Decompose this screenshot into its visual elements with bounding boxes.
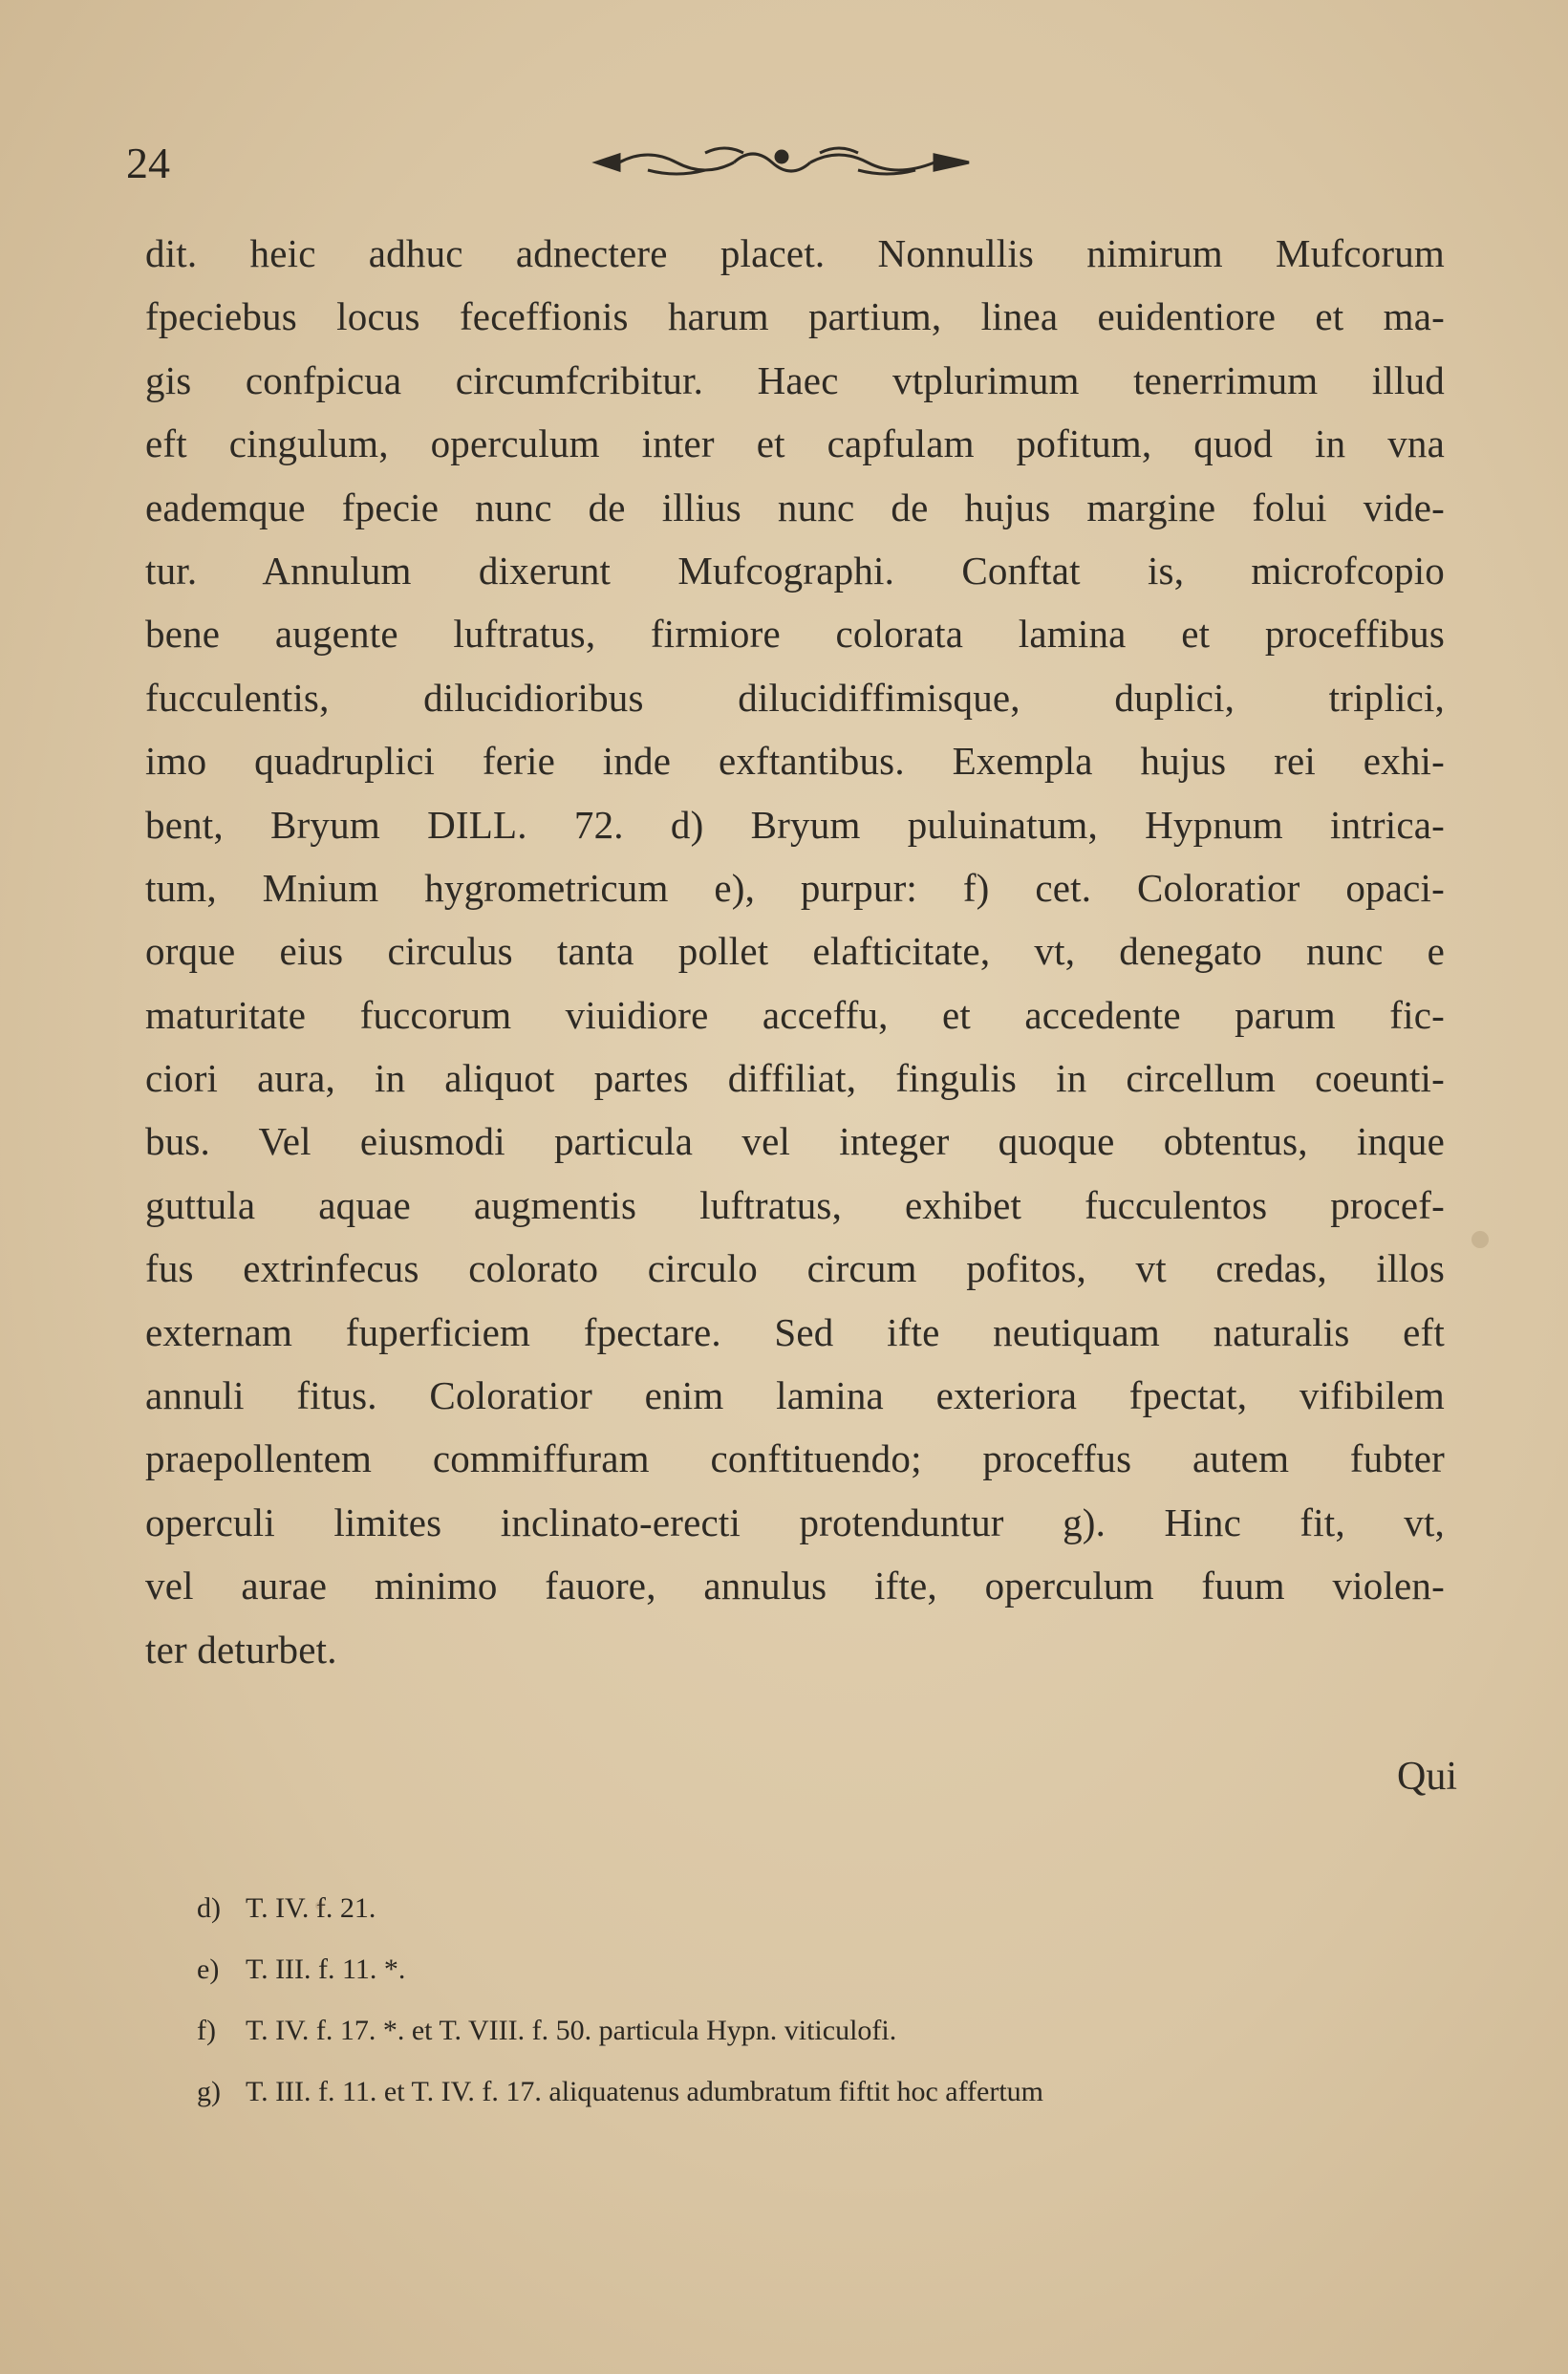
text-line: ter deturbet. <box>145 1627 337 1672</box>
text-line: eft cingulum, operculum inter et capfulam pofitum, quod in vna <box>145 421 1445 466</box>
text-line: operculi limites inclinato-erecti protenduntur g). Hinc fit, vt, <box>145 1500 1445 1544</box>
main-text <box>145 222 1445 1681</box>
footnote-text: T. IV. f. 21. <box>245 1892 376 1924</box>
text-line: dit. heic adhuc adnectere placet. Nonnullis nimirum Mufcorum <box>145 231 1445 275</box>
footnote-text: T. III. f. 11. et T. IV. f. 17. aliquatenus adumbratum fiftit hoc affertum <box>245 2076 1044 2107</box>
text-line: externam fuperficiem fpectare. Sed ifte neutiquam naturalis eft <box>145 1309 1445 1354</box>
catchword: Qui <box>1397 1755 1457 1799</box>
text-line: eademque fpecie nunc de illius nunc de hujus margine folui vide- <box>145 485 1445 529</box>
text-line: bus. Vel eiusmodi particula vel integer quoque obtentus, inque <box>145 1119 1445 1164</box>
text-line: fus extrinfecus colorato circulo circum pofitos, vt credas, illos <box>145 1246 1445 1291</box>
text-line: fucculentis, dilucidioribus dilucidiffimisque, duplici, triplici, <box>145 675 1445 720</box>
text-line: imo quadruplici ferie inde exftantibus. Exempla hujus rei exhi- <box>145 739 1445 784</box>
text-line: tum, Mnium hygrometricum e), purpur: f) cet. Coloratior opaci- <box>145 865 1445 910</box>
text-line: bent, Bryum DILL. 72. d) Bryum puluinatum, Hypnum intrica- <box>145 802 1445 847</box>
footnote-marker: d) <box>197 1892 221 1924</box>
footnote <box>197 1939 1401 2000</box>
paper-stain <box>315 1902 323 1910</box>
footnote-text: T. IV. f. 17. *. et T. VIII. f. 50. particula Hypn. viticulofi. <box>245 2015 897 2046</box>
page-number: 24 <box>126 139 170 187</box>
footnotes <box>197 1878 1401 2123</box>
footnote-marker: e) <box>197 1953 220 1985</box>
ornament-divider-icon <box>591 143 975 182</box>
footnote <box>197 2061 1401 2123</box>
text-line: vel aurae minimo fauore, annulus ifte, operculum fuum violen- <box>145 1564 1445 1608</box>
text-line: guttula aquae augmentis luftratus, exhibet fucculentos procef- <box>145 1182 1445 1227</box>
text-line: annuli fitus. Coloratior enim lamina exteriora fpectat, vifibilem <box>145 1373 1445 1418</box>
footnote-marker: f) <box>197 2015 216 2046</box>
text-line: orque eius circulus tanta pollet elafticitate, vt, denegato nunc e <box>145 929 1445 974</box>
text-line: fpeciebus locus feceffionis harum partium, linea euidentiore et ma- <box>145 294 1445 339</box>
text-line: tur. Annulum dixerunt Mufcographi. Conftat is, microfcopio <box>145 548 1445 593</box>
text-line: ciori aura, in aliquot partes diffiliat, fingulis in circellum coeunti- <box>145 1056 1445 1101</box>
footnote <box>197 2000 1401 2061</box>
footnote-text: T. III. f. 11. *. <box>245 1953 406 1985</box>
text-line: praepollentem commiffuram conftituendo; proceffus autem fubter <box>145 1436 1445 1481</box>
text-line: maturitate fuccorum viuidiore acceffu, et accedente parum fic- <box>145 992 1445 1037</box>
text-line: gis confpicua circumfcribitur. Haec vtplurimum tenerrimum illud <box>145 357 1445 402</box>
footnote <box>197 1878 1401 1939</box>
footnote-marker: g) <box>197 2076 221 2107</box>
paper-stain <box>1471 1231 1489 1248</box>
text-line: bene augente luftratus, firmiore colorata lamina et proceffibus <box>145 612 1445 657</box>
